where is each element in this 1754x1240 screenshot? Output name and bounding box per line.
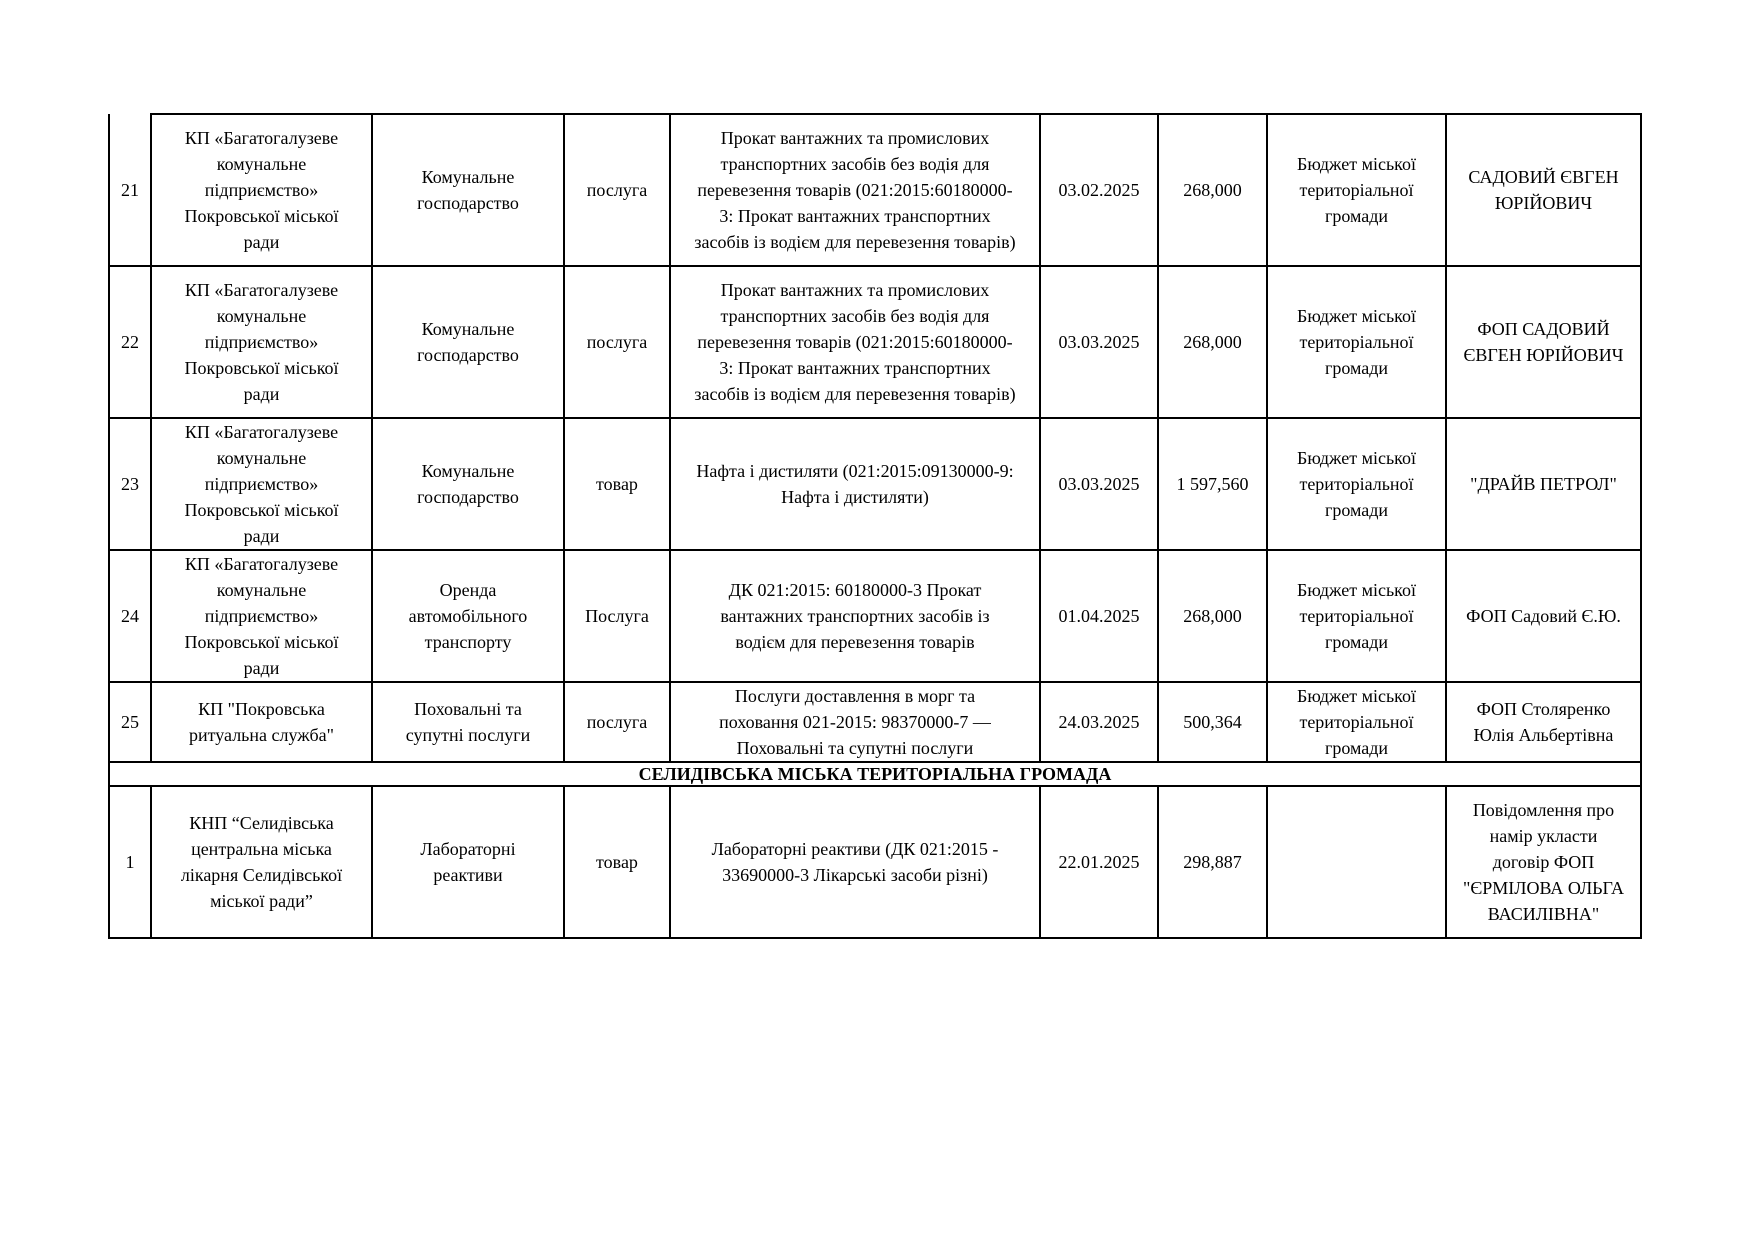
row-number: 24 — [109, 550, 151, 682]
funding-source-cell: Бюджет міської територіальної громади — [1267, 266, 1446, 418]
row-number: 25 — [109, 682, 151, 762]
contractor-cell: ФОП Садовий Є.Ю. — [1446, 550, 1641, 682]
amount-cell: 500,364 — [1158, 682, 1267, 762]
sector-cell: Лабораторні реактиви — [372, 786, 564, 938]
table-row — [109, 114, 1641, 266]
contractor-cell: ФОП САДОВИЙ ЄВГЕН ЮРІЙОВИЧ — [1446, 266, 1641, 418]
row-number: 21 — [109, 114, 151, 266]
customer-cell: КП «Багатогалузеве комунальне підприємство» Покровської міської ради — [151, 550, 372, 682]
funding-source-cell: Бюджет міської територіальної громади — [1267, 418, 1446, 550]
subject-cell: Послуги доставлення в морг та поховання 021-2015: 98370000-7 — Поховальні та супутні послуги — [670, 682, 1040, 762]
sector-cell: Поховальні та супутні послуги — [372, 682, 564, 762]
contractor-cell: Повідомлення про намір укласти договір ФОП "ЄРМІЛОВА ОЛЬГА ВАСИЛІВНА" — [1446, 786, 1641, 938]
sector-cell: Комунальне господарство — [372, 266, 564, 418]
table-row — [109, 786, 1641, 938]
funding-source-cell: Бюджет міської територіальної громади — [1267, 682, 1446, 762]
customer-cell: КНП “Селидівська центральна міська лікарня Селидівської міської ради” — [151, 786, 372, 938]
customer-cell: КП «Багатогалузеве комунальне підприємство» Покровської міської ради — [151, 418, 372, 550]
amount-cell: 268,000 — [1158, 114, 1267, 266]
amount-cell: 1 597,560 — [1158, 418, 1267, 550]
table-row — [109, 418, 1641, 550]
subject-cell: Прокат вантажних та промислових транспортних засобів без водія для перевезення товарів (021:2015:60180000- 3: Прокат вантажних транспортних засобів із водієм для перевезення товарів) — [670, 266, 1040, 418]
row-number: 1 — [109, 786, 151, 938]
date-cell: 03.03.2025 — [1040, 418, 1158, 550]
funding-source-cell — [1267, 786, 1446, 938]
subject-cell: ДК 021:2015: 60180000-3 Прокат вантажних транспортних засобів із водієм для перевезення товарів — [670, 550, 1040, 682]
amount-cell: 268,000 — [1158, 550, 1267, 682]
type-cell: товар — [564, 418, 670, 550]
section-header-row — [109, 762, 1641, 786]
date-cell: 01.04.2025 — [1040, 550, 1158, 682]
contractor-cell: "ДРАЙВ ПЕТРОЛ" — [1446, 418, 1641, 550]
subject-cell: Нафта і дистиляти (021:2015:09130000-9: Нафта і дистиляти) — [670, 418, 1040, 550]
type-cell: послуга — [564, 114, 670, 266]
subject-cell: Лабораторні реактиви (ДК 021:2015 - 33690000-3 Лікарські засоби різні) — [670, 786, 1040, 938]
subject-cell: Прокат вантажних та промислових транспортних засобів без водія для перевезення товарів (021:2015:60180000- 3: Прокат вантажних транспортних засобів із водієм для перевезення товарів) — [670, 114, 1040, 266]
contractor-cell: ФОП Столяренко Юлія Альбертівна — [1446, 682, 1641, 762]
row-number: 23 — [109, 418, 151, 550]
table-row — [109, 266, 1641, 418]
sector-cell: Комунальне господарство — [372, 114, 564, 266]
type-cell: послуга — [564, 266, 670, 418]
date-cell: 03.03.2025 — [1040, 266, 1158, 418]
amount-cell: 268,000 — [1158, 266, 1267, 418]
row-number: 22 — [109, 266, 151, 418]
amount-cell: 298,887 — [1158, 786, 1267, 938]
date-cell: 24.03.2025 — [1040, 682, 1158, 762]
type-cell: товар — [564, 786, 670, 938]
funding-source-cell: Бюджет міської територіальної громади — [1267, 114, 1446, 266]
funding-source-cell: Бюджет міської територіальної громади — [1267, 550, 1446, 682]
section-title: СЕЛИДІВСЬКА МІСЬКА ТЕРИТОРІАЛЬНА ГРОМАДА — [109, 762, 1641, 786]
type-cell: Послуга — [564, 550, 670, 682]
type-cell: послуга — [564, 682, 670, 762]
date-cell: 03.02.2025 — [1040, 114, 1158, 266]
table-row — [109, 550, 1641, 682]
customer-cell: КП «Багатогалузеве комунальне підприємство» Покровської міської ради — [151, 266, 372, 418]
customer-cell: КП «Багатогалузеве комунальне підприємство» Покровської міської ради — [151, 114, 372, 266]
date-cell: 22.01.2025 — [1040, 786, 1158, 938]
sector-cell: Оренда автомобільного транспорту — [372, 550, 564, 682]
procurement-table — [108, 113, 1642, 939]
sector-cell: Комунальне господарство — [372, 418, 564, 550]
customer-cell: КП "Покровська ритуальна служба" — [151, 682, 372, 762]
table-row — [109, 682, 1641, 762]
contractor-cell: САДОВИЙ ЄВГЕН ЮРІЙОВИЧ — [1446, 114, 1641, 266]
